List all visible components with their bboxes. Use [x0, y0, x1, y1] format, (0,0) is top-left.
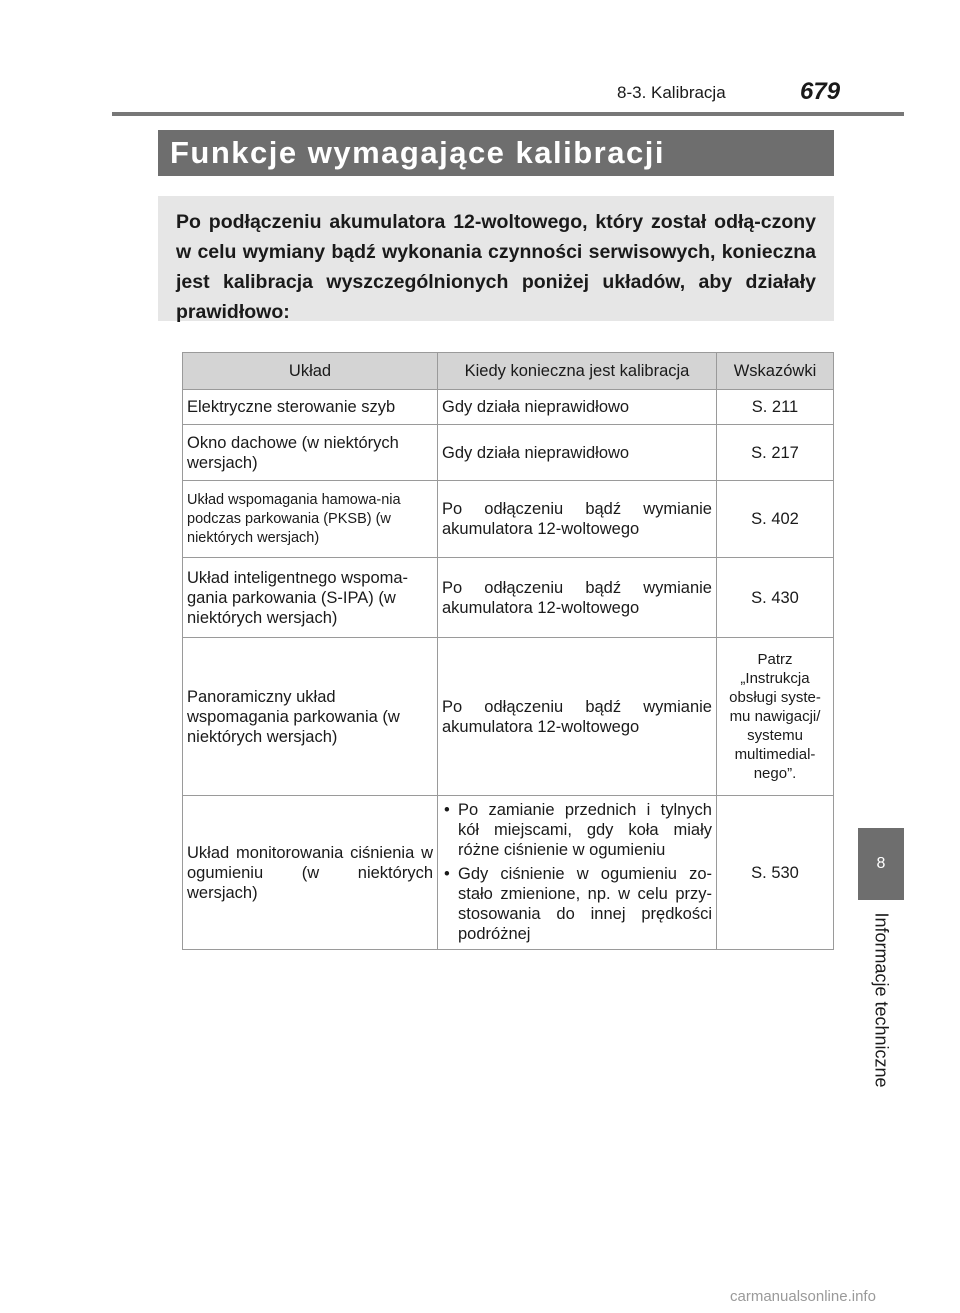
- cell-when: Gdy działa nieprawidłowo: [438, 390, 717, 425]
- cell-system: Elektryczne sterowanie szyb: [183, 390, 438, 425]
- cell-ref: S. 530: [717, 796, 834, 950]
- cell-system: Układ wspomagania hamowa-nia podczas parkowania (PKSB) (w niektórych wersjach): [187, 491, 401, 546]
- watermark: carmanualsonline.info: [730, 1288, 876, 1305]
- intro-box: Po podłączeniu akumulatora 12-woltowego, który został odłą-czony w celu wymiany bądź wykonania czynności serwisowych, konieczna jest kalibracja wyszczególnionych poniżej układów, aby działały prawidłowo:: [158, 196, 834, 321]
- cell-ref-wrap: [717, 638, 834, 796]
- cell-when: Gdy działa nieprawidłowo: [438, 425, 717, 481]
- page-title: Funkcje wymagające kalibracji: [158, 130, 834, 176]
- table-row: [183, 390, 834, 425]
- cell-system: Okno dachowe (w niektórych wersjach): [183, 425, 438, 481]
- cell-ref: S. 430: [717, 558, 834, 638]
- chapter-tab: 8: [858, 828, 904, 900]
- cell-system: Panoramiczny układ wspomagania parkowania (w niektórych wersjach): [183, 638, 438, 796]
- cell-system: Układ monitorowania ciśnienia w ogumieniu (w niektórych wersjach): [183, 796, 438, 950]
- cell-system: Układ inteligentnego wspoma-gania parkowania (S-IPA) (w niektórych wersjach): [183, 558, 438, 638]
- column-header-notes: Wskazówki: [717, 353, 834, 390]
- table-row: [183, 481, 834, 558]
- table-row: [183, 638, 834, 796]
- cell-when-list: [438, 796, 717, 950]
- column-header-when: Kiedy konieczna jest kalibracja: [438, 353, 717, 390]
- chapter-label: Informacje techniczne: [871, 912, 892, 1088]
- table-row: [183, 796, 834, 950]
- cell-when: Po odłączeniu bądź wymianie akumulatora 12-woltowego: [438, 638, 717, 796]
- cell-ref: S. 217: [717, 425, 834, 481]
- cell-ref: S. 211: [717, 390, 834, 425]
- table-row: [183, 558, 834, 638]
- header-section-label: 8-3. Kalibracja: [617, 83, 726, 102]
- column-header-system: Układ: [183, 353, 438, 390]
- list-item: • Po zamianie przednich i tylnych kół miejscami, gdy koła miały różne ciśnienie w ogumieniu: [442, 800, 712, 860]
- cell-ref: Patrz „Instrukcja obsługi syste-mu nawigacji/ systemu multimedial-nego”.: [729, 651, 821, 782]
- table-row: [183, 425, 834, 481]
- list-item: • Gdy ciśnienie w ogumieniu zo-stało zmienione, np. w celu przy-stosowania do innej prędkości podróżnej: [442, 864, 712, 944]
- cell-when: Po odłączeniu bądź wymianie akumulatora 12-woltowego: [438, 558, 717, 638]
- header-rule: [112, 112, 904, 116]
- calibration-table: [182, 352, 834, 950]
- cell-ref: S. 402: [717, 481, 834, 558]
- table-header-row: [183, 353, 834, 390]
- cell-system-wrap: [183, 481, 438, 558]
- page-number: 679: [800, 78, 841, 105]
- cell-when: Po odłączeniu bądź wymianie akumulatora 12-woltowego: [438, 481, 717, 558]
